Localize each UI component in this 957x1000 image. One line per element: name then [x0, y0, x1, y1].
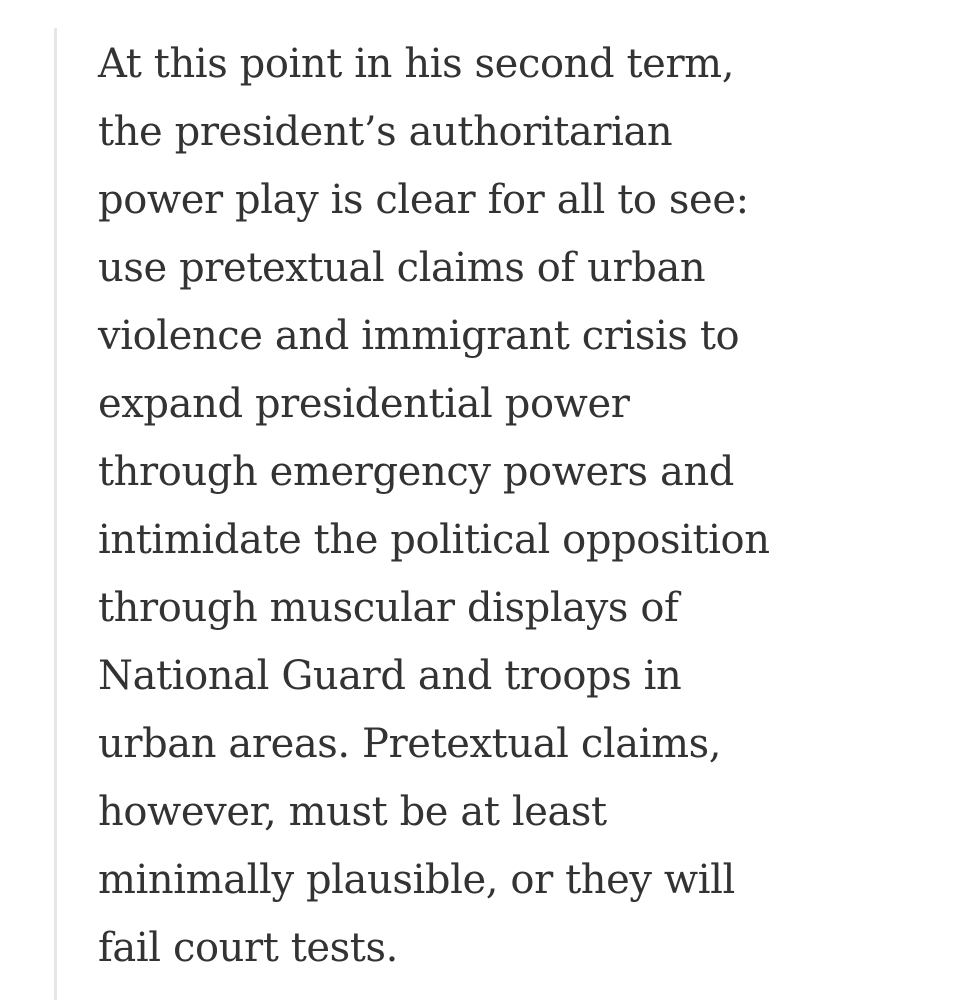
quote-line: through muscular displays of: [98, 585, 679, 631]
quote-line: National Guard and troops in: [98, 653, 682, 699]
quote-line: intimidate the political opposition: [98, 517, 770, 563]
quote-line: At this point in his second term,: [98, 41, 735, 87]
quote-line: expand presidential power: [98, 381, 630, 427]
quote-line: minimally plausible, or they will: [98, 857, 735, 903]
quote-line: violence and immigrant crisis to: [98, 313, 740, 359]
quote-line: through emergency powers and: [98, 449, 735, 495]
quote-line: fail court tests.: [98, 925, 398, 971]
quote-line: use pretextual claims of urban: [98, 245, 706, 291]
quote-line: however, must be at least: [98, 789, 607, 835]
quote-line: urban areas. Pretextual claims,: [98, 721, 722, 767]
quote-line: the president’s authoritarian: [98, 109, 673, 155]
blockquote-rule: [54, 28, 57, 1000]
pull-quote: [98, 30, 918, 982]
quote-line: power play is clear for all to see:: [98, 177, 749, 223]
